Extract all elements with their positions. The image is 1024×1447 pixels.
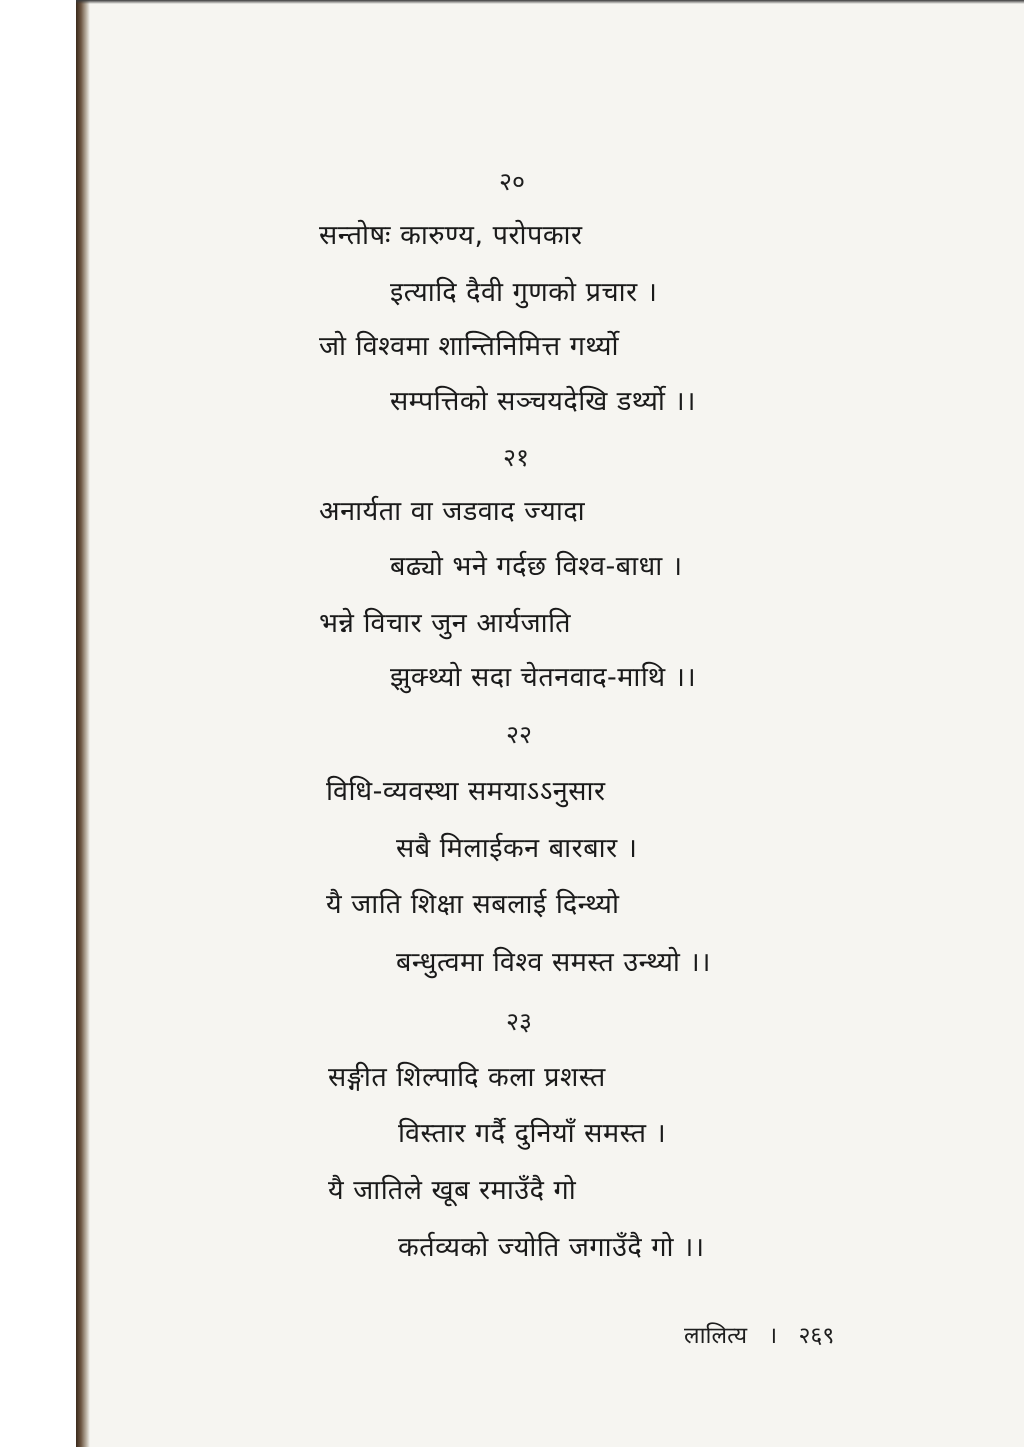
verse-line: सम्पत्तिको सञ्चयदेखि डर्थ्यो ।।	[390, 386, 696, 417]
book-page	[76, 0, 1024, 1447]
book-title: लालित्य	[684, 1323, 748, 1349]
verse-line: बन्धुत्वमा विश्व समस्त उन्थ्यो ।।	[396, 947, 711, 978]
verse-line: अनार्यता वा जडवाद ज्यादा	[319, 496, 586, 527]
verse-line: कर्तव्यको ज्योति जगाउँदै गो ।।	[398, 1232, 705, 1263]
footer-separator: ।	[768, 1323, 778, 1349]
page-spine-shadow	[76, 0, 90, 1447]
verse-line: विधि-व्यवस्था समयाऽऽनुसार	[326, 776, 606, 807]
page-footer	[684, 1318, 834, 1350]
verse-number: २१	[502, 443, 529, 472]
verse-number: २२	[505, 720, 532, 749]
verse-number: २०	[498, 167, 525, 196]
verse-line: सन्तोषः कारुण्य, परोपकार	[319, 220, 583, 251]
page-number: २६९	[798, 1323, 835, 1349]
verse-line: यै जाति शिक्षा सबलाई दिन्थ्यो	[326, 889, 620, 920]
verse-line: विस्तार गर्दै दुनियाँ समस्त ।	[398, 1118, 667, 1149]
verse-line: सङ्गीत शिल्पादि कला प्रशस्त	[328, 1062, 606, 1093]
verse-line: जो विश्वमा शान्तिनिमित्त गर्थ्यो	[319, 331, 620, 362]
page-top-edge	[76, 0, 1024, 4]
verse-line: बढ्यो भने गर्दछ विश्व-बाधा ।	[390, 551, 683, 582]
verse-line: यै जातिले खूब रमाउँदै गो	[328, 1175, 577, 1206]
verse-line: भन्ने विचार जुन आर्यजाति	[319, 608, 571, 639]
verse-line: सबै मिलाईकन बारबार ।	[396, 833, 638, 864]
verse-line: इत्यादि दैवी गुणको प्रचार ।	[390, 277, 658, 308]
verse-number: २३	[505, 1007, 532, 1036]
verse-line: झुक्थ्यो सदा चेतनवाद-माथि ।।	[390, 662, 697, 693]
